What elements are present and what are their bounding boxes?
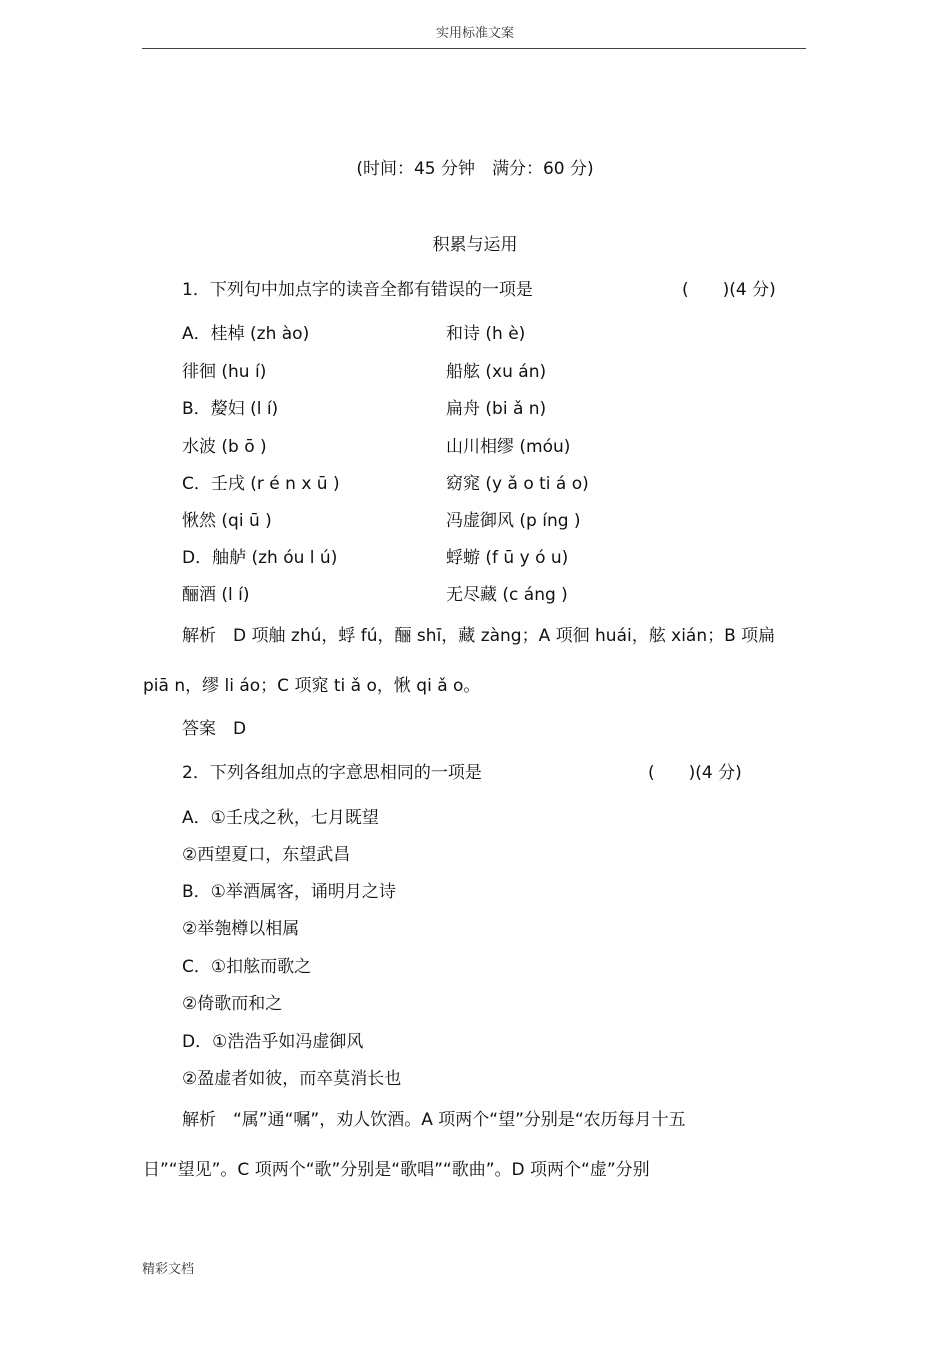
- q1-option-left: 徘徊 (hu í): [182, 362, 267, 382]
- q2-line: B．①举酒属客，诵明月之诗: [182, 882, 396, 902]
- q2-line: ②西望夏口，东望武昌: [182, 845, 351, 865]
- q1-analysis-continued: piā n，缪 li áo；C 项窕 ti ǎ o，愀 qi ǎ o。: [143, 676, 481, 696]
- page-header: 实用标准文案: [435, 26, 514, 41]
- q2-line: D．①浩浩乎如冯虚御风: [182, 1032, 364, 1052]
- q1-option-left: 水波 (b ō ): [182, 437, 267, 457]
- exam-info: (时间：45 分钟 满分：60 分): [356, 159, 594, 179]
- q2-line: ②盈虚者如彼，而卒莫消长也: [182, 1069, 402, 1089]
- q1-answer: 答案 D: [182, 719, 247, 739]
- q2-line: ②倚歌而和之: [182, 994, 283, 1014]
- q1-option-right: 蜉蝣 (f ū y ó u): [446, 548, 569, 568]
- q1-option-right: 窈窕 (y ǎ o ti á o): [446, 474, 589, 494]
- q1-stem: 1．下列句中加点字的读音全都有错误的一项是: [182, 280, 533, 300]
- q2-stem: 2．下列各组加点的字意思相同的一项是: [182, 763, 482, 783]
- q1-analysis: 解析 D 项舳 zhú，蜉 fú，酾 shī，藏 zàng；A 项徊 huái，舷 xián；B 项扁: [182, 626, 776, 646]
- q1-option-left: 酾酒 (l í): [182, 585, 250, 605]
- q2-line: C．①扣舷而歌之: [182, 957, 312, 977]
- q2-line: A．①壬戌之秋，七月既望: [182, 808, 379, 828]
- q1-option-left: D．舳舻 (zh óu l ú): [182, 548, 338, 568]
- q1-option-right: 山川相缪 (móu): [446, 437, 571, 457]
- q2-bracket-score: ( )(4 分): [648, 763, 742, 783]
- q1-option-left: A．桂棹 (zh ào): [182, 324, 310, 344]
- q1-option-right: 和诗 (h è): [446, 324, 526, 344]
- q1-bracket-score: ( )(4 分): [682, 280, 776, 300]
- q1-option-left: B．嫠妇 (l í): [182, 399, 279, 419]
- q2-analysis: 解析 “属”通“嘱”，劝人饮酒。A 项两个“望”分别是“农历每月十五: [182, 1110, 686, 1130]
- q1-option-right: 扁舟 (bi ǎ n): [446, 399, 547, 419]
- section-title: 积累与运用: [432, 235, 518, 255]
- q2-line: ②举匏樽以相属: [182, 919, 300, 939]
- q1-option-right: 冯虚御风 (p íng ): [446, 511, 581, 531]
- q1-option-right: 无尽藏 (c áng ): [446, 585, 568, 605]
- q1-option-left: 愀然 (qi ū ): [182, 511, 272, 531]
- header-divider: [142, 48, 806, 49]
- page-footer: 精彩文档: [142, 1262, 195, 1277]
- q1-option-left: C．壬戌 (r é n x ū ): [182, 474, 340, 494]
- q2-analysis-continued: 日”“望见”。C 项两个“歌”分别是“歌唱”“歌曲”。D 项两个“虚”分别: [143, 1160, 650, 1180]
- q1-option-right: 船舷 (xu án): [446, 362, 547, 382]
